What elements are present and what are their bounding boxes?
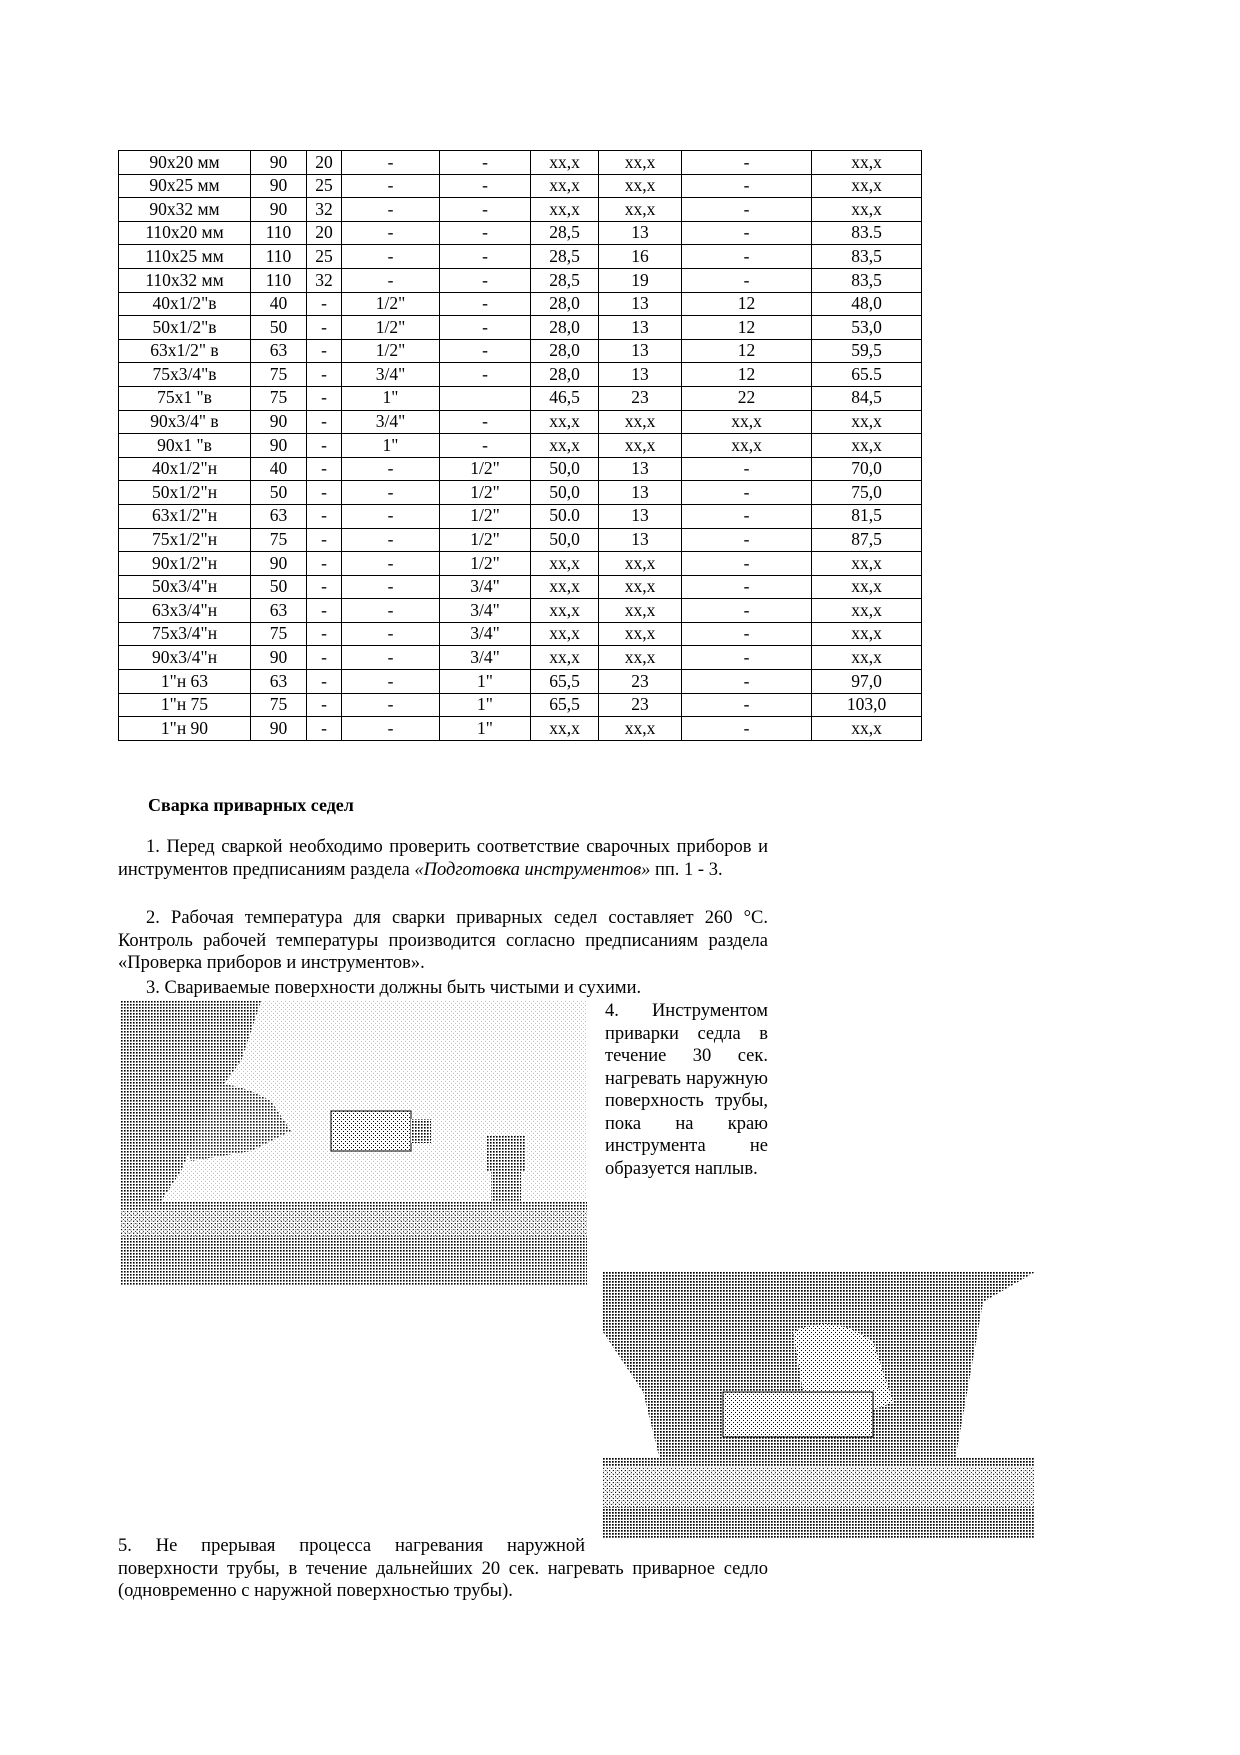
table-cell: - (440, 245, 531, 269)
table-cell: - (342, 646, 440, 670)
table-cell: 28,0 (531, 339, 599, 363)
table-cell: 1/2" (440, 457, 531, 481)
table-row (119, 268, 922, 292)
table-cell: 90x1/2"н (119, 552, 251, 576)
table-cell: - (342, 552, 440, 576)
table-cell: xx,x (812, 646, 922, 670)
table-cell: - (342, 717, 440, 741)
table-cell: 1"н 90 (119, 717, 251, 741)
table-cell: 13 (599, 504, 682, 528)
table-cell: 110x20 мм (119, 221, 251, 245)
table-cell: - (307, 457, 342, 481)
table-row (119, 457, 922, 481)
paragraph-3 (118, 977, 768, 1000)
table-cell: - (307, 410, 342, 434)
table-cell: - (342, 268, 440, 292)
table-cell: 1" (440, 670, 531, 694)
table-cell: - (682, 481, 812, 505)
table-row (119, 646, 922, 670)
spec-table (118, 150, 922, 741)
table-cell: - (682, 457, 812, 481)
table-cell: 20 (307, 151, 342, 175)
table-row (119, 363, 922, 387)
table-cell: xx,x (599, 646, 682, 670)
table-cell: 63x1/2"н (119, 504, 251, 528)
table-cell: - (682, 693, 812, 717)
table-cell: - (682, 646, 812, 670)
table-row (119, 151, 922, 175)
table-cell: 59,5 (812, 339, 922, 363)
table-cell: - (342, 622, 440, 646)
table-row (119, 599, 922, 623)
table-cell: - (307, 646, 342, 670)
table-cell: xx,x (531, 717, 599, 741)
table-cell: xx,x (812, 174, 922, 198)
table-cell: 1" (342, 386, 440, 410)
table-cell: xx,x (599, 552, 682, 576)
table-cell: 90x20 мм (119, 151, 251, 175)
table-cell: xx,x (531, 599, 599, 623)
table-row (119, 504, 922, 528)
table-cell: 1" (440, 717, 531, 741)
table-cell: xx,x (531, 646, 599, 670)
table-cell: 40 (251, 292, 307, 316)
table-cell: xx,x (599, 434, 682, 458)
table-cell: - (307, 316, 342, 340)
table-cell: 28,5 (531, 221, 599, 245)
table-cell: 1/2" (342, 339, 440, 363)
table-cell: xx,x (812, 434, 922, 458)
table-cell: - (682, 575, 812, 599)
table-cell: xx,x (812, 575, 922, 599)
table-cell: - (307, 575, 342, 599)
table-cell: - (682, 198, 812, 222)
table-cell: 28,0 (531, 316, 599, 340)
table-cell: - (682, 599, 812, 623)
table-cell: xx,x (812, 599, 922, 623)
paragraph-1-text: 1. Перед сваркой необходимо проверить соответствие сварочных приборов и инструментов предписаниям раздела (118, 837, 768, 880)
table-cell: 48,0 (812, 292, 922, 316)
table-cell: - (342, 599, 440, 623)
table-cell: xx,x (531, 575, 599, 599)
table-cell: xx,x (812, 552, 922, 576)
table-cell: - (342, 457, 440, 481)
table-cell: 23 (599, 693, 682, 717)
table-cell: - (440, 339, 531, 363)
table-cell: 12 (682, 292, 812, 316)
table-cell: 75 (251, 386, 307, 410)
table-cell: 63 (251, 599, 307, 623)
table-cell: xx,x (812, 151, 922, 175)
table-cell: 75 (251, 528, 307, 552)
table-cell: xx,x (812, 410, 922, 434)
table-cell: 13 (599, 457, 682, 481)
table-cell: - (682, 268, 812, 292)
table-cell: 90 (251, 646, 307, 670)
table-cell: - (440, 363, 531, 387)
table-row (119, 552, 922, 576)
table-cell: 50.0 (531, 504, 599, 528)
table-cell: - (307, 292, 342, 316)
table-cell: 40x1/2"в (119, 292, 251, 316)
table-cell: 81,5 (812, 504, 922, 528)
table-cell: - (682, 670, 812, 694)
table-cell: 1"н 63 (119, 670, 251, 694)
table-cell: 90 (251, 410, 307, 434)
table-cell: 110 (251, 221, 307, 245)
table-row (119, 528, 922, 552)
table-cell: - (307, 504, 342, 528)
table-cell: 90 (251, 552, 307, 576)
paragraph-1-italic: «Подготовка инструментов» (414, 859, 651, 880)
table-cell: 3/4" (440, 599, 531, 623)
table-cell: 13 (599, 316, 682, 340)
table-cell: xx,x (599, 410, 682, 434)
table-row (119, 174, 922, 198)
table-cell: - (682, 174, 812, 198)
table-cell: 65,5 (531, 693, 599, 717)
table-cell: 110x25 мм (119, 245, 251, 269)
table-cell: 90 (251, 717, 307, 741)
paragraph-1 (118, 836, 768, 881)
table-cell: 1/2" (342, 316, 440, 340)
table-cell: 84,5 (812, 386, 922, 410)
table-cell: - (342, 198, 440, 222)
table-cell (440, 386, 531, 410)
table-cell: - (682, 245, 812, 269)
table-cell: 75,0 (812, 481, 922, 505)
table-cell: 50,0 (531, 481, 599, 505)
table-cell: 87,5 (812, 528, 922, 552)
table-cell: 3/4" (440, 622, 531, 646)
table-cell: 63 (251, 670, 307, 694)
table-cell: - (307, 717, 342, 741)
table-cell: 65,5 (531, 670, 599, 694)
table-cell: 13 (599, 339, 682, 363)
table-cell: - (440, 151, 531, 175)
table-cell: 32 (307, 198, 342, 222)
table-cell: 83,5 (812, 268, 922, 292)
table-cell: 63x1/2" в (119, 339, 251, 363)
table-cell: 90 (251, 434, 307, 458)
table-body (119, 151, 922, 741)
table-cell: 103,0 (812, 693, 922, 717)
table-cell: xx,x (531, 434, 599, 458)
table-cell: 90 (251, 198, 307, 222)
paragraph-2 (118, 907, 768, 975)
table-cell: xx,x (531, 622, 599, 646)
table-cell: xx,x (812, 198, 922, 222)
table-cell: 1/2" (342, 292, 440, 316)
table-cell: 70,0 (812, 457, 922, 481)
table-row (119, 245, 922, 269)
table-cell: - (342, 481, 440, 505)
table-cell: 28,5 (531, 268, 599, 292)
table-cell: xx,x (531, 552, 599, 576)
table-cell: 3/4" (342, 410, 440, 434)
table-cell: - (342, 693, 440, 717)
table-cell: 50,0 (531, 528, 599, 552)
table-cell: 46,5 (531, 386, 599, 410)
table-row (119, 693, 922, 717)
table-cell: xx,x (531, 410, 599, 434)
table-cell: 12 (682, 316, 812, 340)
table-cell: 90x3/4" в (119, 410, 251, 434)
table-cell: - (682, 552, 812, 576)
table-cell: 16 (599, 245, 682, 269)
table-cell: - (307, 434, 342, 458)
table-cell: xx,x (599, 174, 682, 198)
table-cell: 63 (251, 339, 307, 363)
table-row (119, 670, 922, 694)
table-cell: xx,x (599, 599, 682, 623)
table-cell: - (342, 151, 440, 175)
table-cell: - (307, 622, 342, 646)
table-cell: 28,0 (531, 292, 599, 316)
table-cell: 90 (251, 151, 307, 175)
table-cell: 3/4" (440, 575, 531, 599)
table-row (119, 292, 922, 316)
table-cell: 23 (599, 670, 682, 694)
table-cell: 90x1 "в (119, 434, 251, 458)
table-cell: - (682, 221, 812, 245)
table-row (119, 198, 922, 222)
table-cell: - (307, 528, 342, 552)
table-cell: - (342, 528, 440, 552)
table-cell: 75x1/2"н (119, 528, 251, 552)
table-cell: 1"н 75 (119, 693, 251, 717)
table-cell: 25 (307, 245, 342, 269)
table-cell: 50x1/2"в (119, 316, 251, 340)
table-cell: - (440, 174, 531, 198)
table-row (119, 622, 922, 646)
table-cell: - (307, 670, 342, 694)
table-cell: 1/2" (440, 552, 531, 576)
table-cell: 12 (682, 363, 812, 387)
table-cell: xx,x (531, 151, 599, 175)
table-cell: 13 (599, 363, 682, 387)
table-cell: xx,x (682, 434, 812, 458)
table-cell: 23 (599, 386, 682, 410)
table-cell: 75x1 "в (119, 386, 251, 410)
photo-heating-saddle (603, 1272, 1035, 1538)
table-cell: - (342, 670, 440, 694)
table-cell: 1/2" (440, 504, 531, 528)
table-row (119, 339, 922, 363)
table-cell: - (440, 434, 531, 458)
table-cell: - (342, 174, 440, 198)
table-cell: 20 (307, 221, 342, 245)
table-cell: 63x3/4"н (119, 599, 251, 623)
table-row (119, 575, 922, 599)
table-cell: 90x32 мм (119, 198, 251, 222)
table-cell: xx,x (531, 198, 599, 222)
table-cell: 90 (251, 174, 307, 198)
table-cell: xx,x (599, 717, 682, 741)
table-cell: - (440, 268, 531, 292)
table-cell: 110 (251, 245, 307, 269)
table-cell: - (307, 481, 342, 505)
table-cell: 83.5 (812, 221, 922, 245)
table-cell: - (440, 410, 531, 434)
table-cell: 75 (251, 693, 307, 717)
paragraph-5 (118, 1535, 768, 1603)
table-row (119, 386, 922, 410)
table-cell: 1/2" (440, 528, 531, 552)
table-cell: - (342, 221, 440, 245)
table-cell: 13 (599, 481, 682, 505)
table-cell: - (307, 386, 342, 410)
table-cell: 50,0 (531, 457, 599, 481)
table-cell: - (342, 245, 440, 269)
table-cell: - (682, 504, 812, 528)
table-cell: 13 (599, 221, 682, 245)
paragraph-4: 4. Инструментом приварки седла в течение 30 сек. нагревать наружную поверхность трубы, пока на краю инструмента не образуется наплыв. (605, 1001, 768, 1179)
table-cell: 13 (599, 292, 682, 316)
table-cell: 25 (307, 174, 342, 198)
table-cell: 1/2" (440, 481, 531, 505)
table-row (119, 316, 922, 340)
table-cell: 3/4" (440, 646, 531, 670)
table-cell: 32 (307, 268, 342, 292)
table-cell: - (307, 693, 342, 717)
table-cell: 19 (599, 268, 682, 292)
table-cell: 1" (440, 693, 531, 717)
table-cell: 3/4" (342, 363, 440, 387)
table-cell: 50 (251, 481, 307, 505)
table-cell: - (307, 339, 342, 363)
table-cell: xx,x (599, 151, 682, 175)
photo-heating-pipe (121, 1001, 587, 1286)
table-cell: 90x25 мм (119, 174, 251, 198)
table-cell: - (682, 528, 812, 552)
paragraph-2-text: 2. Рабочая температура для сварки приварных седел составляет 260 °С. Контроль рабочей температуры производится согласно предписаниям раздела «Проверка приборов и инструментов». (118, 908, 768, 973)
table-cell: 63 (251, 504, 307, 528)
table-cell: 90x3/4"н (119, 646, 251, 670)
table-cell: 22 (682, 386, 812, 410)
table-cell: - (307, 552, 342, 576)
table-row (119, 717, 922, 741)
table-row (119, 221, 922, 245)
table-cell: 1" (342, 434, 440, 458)
table-row (119, 410, 922, 434)
paragraph-1-tail: пп. 1 - 3. (650, 859, 723, 880)
table-cell: xx,x (599, 622, 682, 646)
table-cell: 75x3/4"в (119, 363, 251, 387)
table-cell: 110x32 мм (119, 268, 251, 292)
table-cell: - (307, 363, 342, 387)
table-cell: xx,x (599, 198, 682, 222)
table-cell: 75 (251, 363, 307, 387)
table-cell: - (440, 198, 531, 222)
table-cell: xx,x (531, 174, 599, 198)
table-cell: - (440, 316, 531, 340)
table-cell: xx,x (812, 622, 922, 646)
table-cell: - (682, 717, 812, 741)
table-cell: 75 (251, 622, 307, 646)
table-cell: 12 (682, 339, 812, 363)
table-cell: 65.5 (812, 363, 922, 387)
table-cell: - (440, 221, 531, 245)
table-cell: 50 (251, 575, 307, 599)
table-cell: 50 (251, 316, 307, 340)
paragraph-5-line-1: 5. Не прерывая процесса нагревания наружной (118, 1536, 585, 1556)
table-cell: 50x3/4"н (119, 575, 251, 599)
section-heading: Сварка приварных седел (148, 795, 354, 815)
table-cell: 28,0 (531, 363, 599, 387)
table-cell: 97,0 (812, 670, 922, 694)
paragraph-5-rest: поверхности трубы, в течение дальнейших 20 сек. нагревать приварное седло (одновременно с наружной поверхностью трубы). (118, 1558, 768, 1601)
table-cell: 28,5 (531, 245, 599, 269)
table-cell: 75x3/4"н (119, 622, 251, 646)
table-cell: - (682, 622, 812, 646)
table-cell: 53,0 (812, 316, 922, 340)
paragraph-3-text: 3. Свариваемые поверхности должны быть чистыми и сухими. (146, 978, 642, 998)
table-cell: - (342, 575, 440, 599)
table-cell: - (342, 504, 440, 528)
table-cell: - (682, 151, 812, 175)
table-cell: - (307, 599, 342, 623)
table-cell: - (440, 292, 531, 316)
table-cell: 83,5 (812, 245, 922, 269)
table-cell: 50x1/2"н (119, 481, 251, 505)
table-cell: xx,x (599, 575, 682, 599)
table-row (119, 434, 922, 458)
table-cell: 110 (251, 268, 307, 292)
table-cell: xx,x (812, 717, 922, 741)
table-row (119, 481, 922, 505)
table-cell: xx,x (682, 410, 812, 434)
table-cell: 40 (251, 457, 307, 481)
table-cell: 13 (599, 528, 682, 552)
table-cell: 40x1/2"н (119, 457, 251, 481)
